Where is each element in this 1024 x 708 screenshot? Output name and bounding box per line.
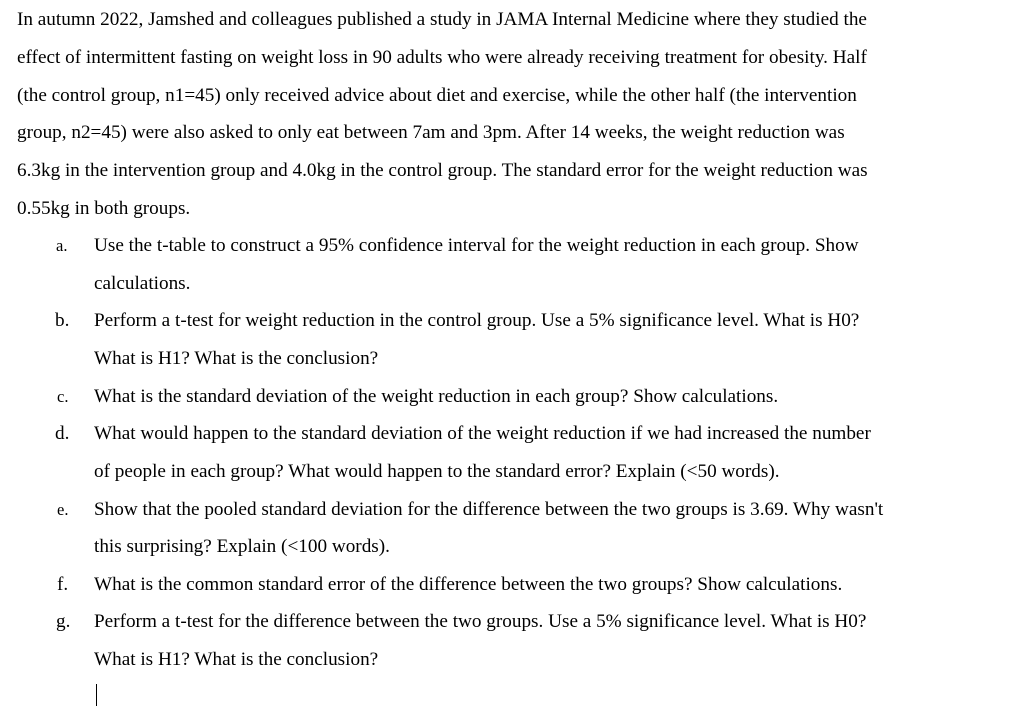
intro-line: (the control group, n1=45) only received advice about diet and exercise, while the other half (the intervention — [17, 85, 857, 106]
question-line: Perform a t-test for the difference between the two groups. Use a 5% significance level. What is H0? — [94, 611, 867, 632]
intro-line: 0.55kg in both groups. — [17, 198, 191, 219]
question-line: What is the standard deviation of the weight reduction in each group? Show calculations. — [94, 386, 779, 407]
question-line: Show that the pooled standard deviation for the difference between the two groups is 3.69. Why wasn't — [94, 499, 884, 520]
question-line: Use the t-table to construct a 95% confidence interval for the weight reduction in each group. Show — [94, 235, 859, 256]
question-marker: b. — [55, 310, 70, 331]
question-line: calculations. — [94, 273, 191, 294]
intro-line: effect of intermittent fasting on weight loss in 90 adults who were already receiving treatment for obesity. Half — [17, 47, 867, 68]
question-line: this surprising? Explain (<100 words). — [94, 536, 390, 557]
question-line: What is H1? What is the conclusion? — [94, 649, 379, 670]
question-marker: c. — [57, 387, 69, 406]
intro-line: In autumn 2022, Jamshed and colleagues published a study in JAMA Internal Medicine where they studied the — [17, 9, 867, 30]
question-line: Perform a t-test for weight reduction in the control group. Use a 5% significance level. What is H0? — [94, 310, 860, 331]
question-marker: f. — [57, 574, 69, 595]
text-cursor — [96, 684, 97, 706]
question-line: What is H1? What is the conclusion? — [94, 348, 379, 369]
question-marker: e. — [57, 500, 69, 519]
question-line: What would happen to the standard deviation of the weight reduction if we had increased the number — [94, 423, 871, 444]
intro-line: 6.3kg in the intervention group and 4.0kg in the control group. The standard error for the weight reduction was — [17, 160, 868, 181]
question-marker: g. — [56, 611, 71, 632]
intro-line: group, n2=45) were also asked to only eat between 7am and 3pm. After 14 weeks, the weight reduction was — [17, 122, 845, 143]
question-line: What is the common standard error of the difference between the two groups? Show calculations. — [94, 574, 843, 595]
question-marker: a. — [56, 236, 68, 255]
question-marker: d. — [55, 423, 70, 444]
question-line: of people in each group? What would happen to the standard error? Explain (<50 words). — [94, 461, 780, 482]
